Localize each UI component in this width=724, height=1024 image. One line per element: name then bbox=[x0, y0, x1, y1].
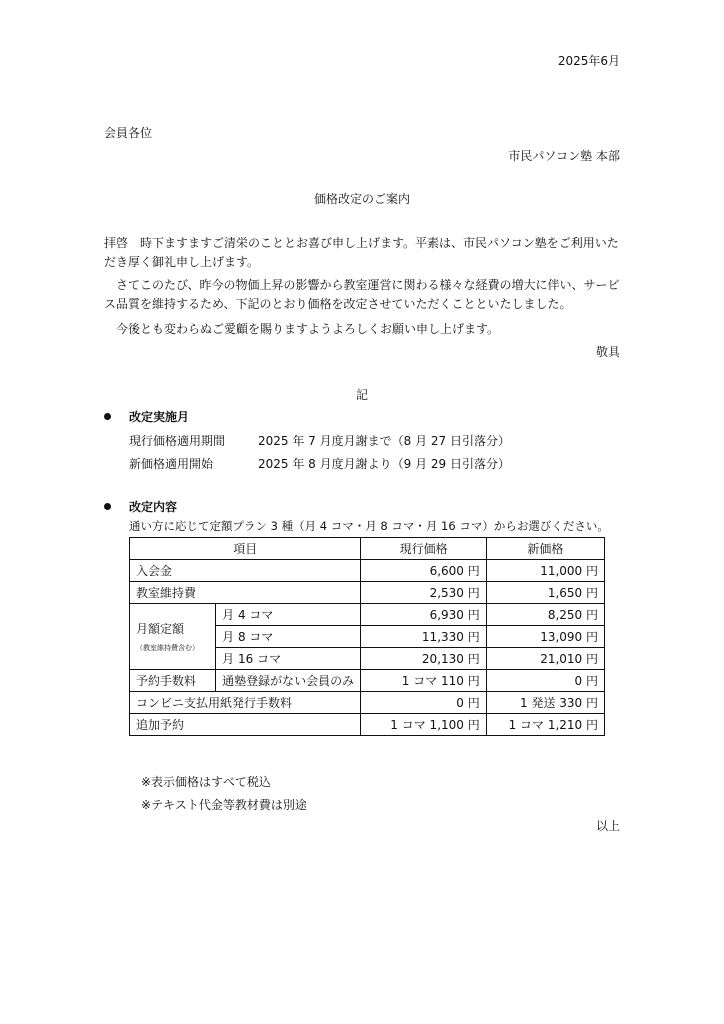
table-row bbox=[130, 560, 605, 582]
table-header-row bbox=[130, 538, 605, 560]
addressee: 会員各位 bbox=[104, 126, 153, 140]
table-row bbox=[130, 604, 605, 626]
paragraph-greeting: 拝啓 時下ますますご清栄のこととお喜び申し上げます。平素は、市民パソコン塾をご利用いただき厚く御礼申し上げます。 bbox=[104, 236, 619, 269]
price-table bbox=[129, 537, 605, 736]
current-price: 1 コマ 1,100 円 bbox=[361, 714, 486, 736]
row-label: 追加予約 bbox=[130, 714, 361, 736]
new-price: 13,090 円 bbox=[486, 626, 604, 648]
current-price: 1 コマ 110 円 bbox=[361, 670, 486, 692]
row-label: 月額定額 bbox=[136, 622, 185, 636]
section-content-heading: 改定内容 bbox=[129, 500, 178, 514]
plan-label: 月 16 コマ bbox=[216, 648, 361, 670]
row-label: 教室維持費 bbox=[130, 582, 361, 604]
period-value-new: 2025 年 8 月度月謝より（9 月 29 日引落分） bbox=[258, 457, 510, 471]
monthly-label-cell bbox=[130, 604, 216, 670]
new-price: 1 発送 330 円 bbox=[486, 692, 604, 714]
row-label: 入会金 bbox=[130, 560, 361, 582]
paragraph-thanks: 今後とも変わらぬご愛顧を賜りますようよろしくお願い申し上げます。 bbox=[104, 322, 500, 336]
paragraph-reason: さてこのたび、昨今の物価上昇の影響から教室運営に関わる様々な経費の増大に伴い、サービス品質を維持するため、下記のとおり価格を改定させていただくことといたしました。 bbox=[104, 278, 620, 311]
period-label-new: 新価格適用開始 bbox=[129, 457, 214, 471]
row-label: 予約手数料 bbox=[130, 670, 216, 692]
bullet-icon bbox=[104, 413, 111, 420]
document-date: 2025年6月 bbox=[557, 54, 620, 68]
note-tax-included: ※表示価格はすべて税込 bbox=[141, 775, 271, 789]
table-row bbox=[130, 582, 605, 604]
current-price: 11,330 円 bbox=[361, 626, 486, 648]
ki-heading: 記 bbox=[355, 388, 368, 402]
new-price: 0 円 bbox=[486, 670, 604, 692]
section-content-intro: 通い方に応じて定額プラン 3 種（月 4 コマ・月 8 コマ・月 16 コマ）からお選びください。 bbox=[129, 519, 609, 533]
new-price: 1 コマ 1,210 円 bbox=[486, 714, 604, 736]
row-note: （教室維持費含む） bbox=[136, 644, 199, 652]
note-materials: ※テキスト代金等教材費は別途 bbox=[141, 798, 307, 812]
table-row bbox=[130, 670, 605, 692]
table-row bbox=[130, 714, 605, 736]
header-new-price: 新価格 bbox=[486, 538, 604, 560]
new-price: 11,000 円 bbox=[486, 560, 604, 582]
sender: 市民パソコン塾 本部 bbox=[508, 149, 620, 163]
row-label: コンビニ支払用紙発行手数料 bbox=[130, 692, 361, 714]
end-mark: 以上 bbox=[595, 819, 620, 833]
plan-label: 月 4 コマ bbox=[216, 604, 361, 626]
plan-label: 月 8 コマ bbox=[216, 626, 361, 648]
table-row bbox=[130, 692, 605, 714]
section-implementation-heading: 改定実施月 bbox=[129, 410, 190, 424]
current-price: 0 円 bbox=[361, 692, 486, 714]
header-item: 項目 bbox=[130, 538, 361, 560]
new-price: 8,250 円 bbox=[486, 604, 604, 626]
closing-keigu: 敬具 bbox=[595, 345, 620, 359]
new-price: 1,650 円 bbox=[486, 582, 604, 604]
new-price: 21,010 円 bbox=[486, 648, 604, 670]
bullet-icon bbox=[104, 503, 111, 510]
header-current-price: 現行価格 bbox=[361, 538, 486, 560]
current-price: 6,930 円 bbox=[361, 604, 486, 626]
current-price: 20,130 円 bbox=[361, 648, 486, 670]
current-price: 2,530 円 bbox=[361, 582, 486, 604]
current-price: 6,600 円 bbox=[361, 560, 486, 582]
period-value-current: 2025 年 7 月度月謝まで（8 月 27 日引落分） bbox=[258, 434, 510, 448]
period-label-current: 現行価格適用期間 bbox=[129, 434, 226, 448]
document-title: 価格改定のご案内 bbox=[313, 192, 410, 206]
row-condition: 通塾登録がない会員のみ bbox=[216, 670, 361, 692]
